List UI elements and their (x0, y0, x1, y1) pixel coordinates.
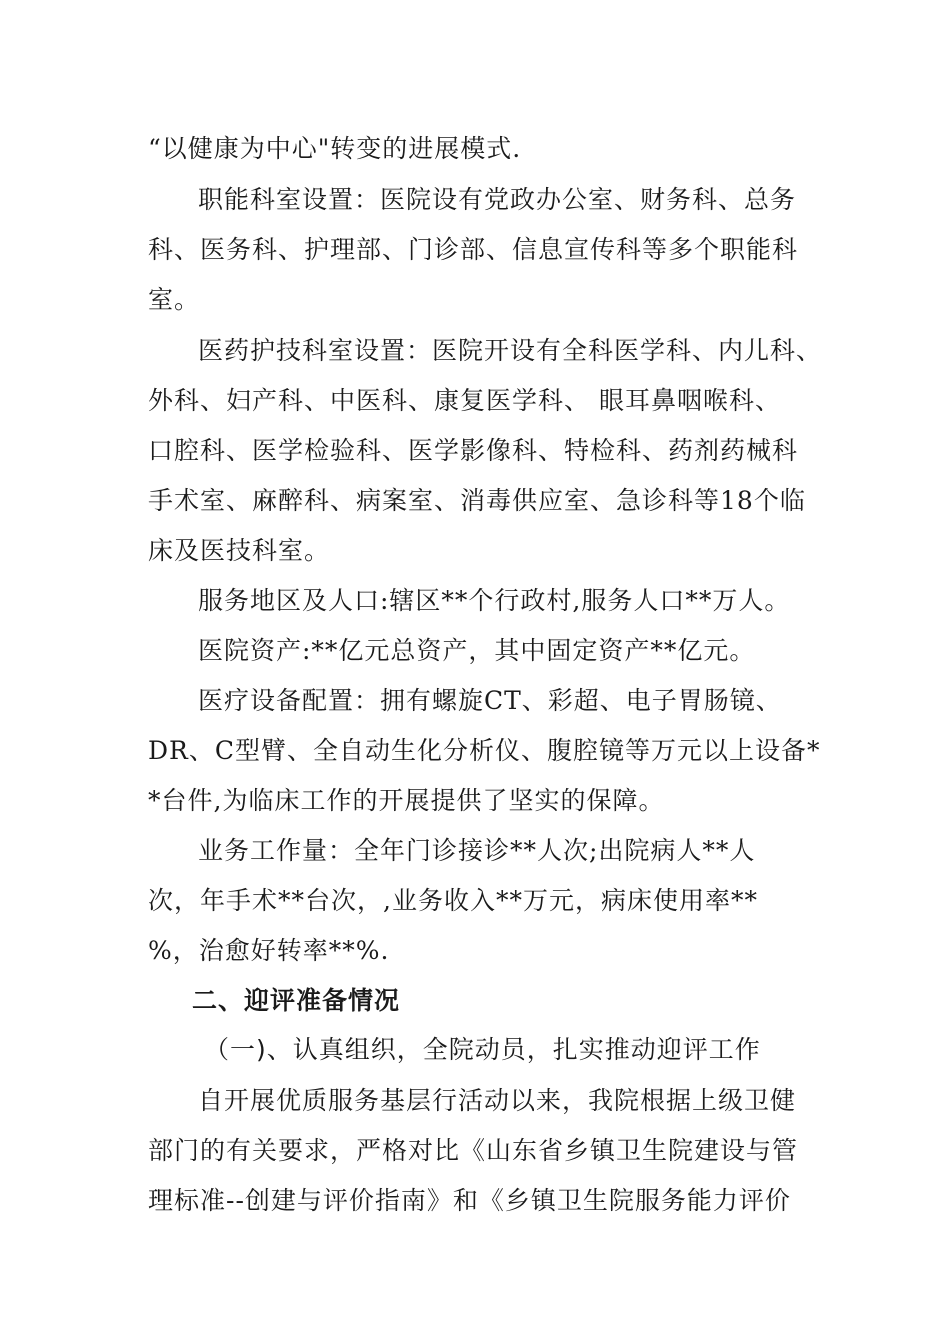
paragraph-line: *台件,为临床工作的开展提供了坚实的保障。 (148, 786, 665, 815)
paragraph-line: 自开展优质服务基层行活动以来，我院根据上级卫健 (198, 1086, 797, 1115)
paragraph-line: 床及医技科室。 (148, 536, 331, 565)
paragraph-line: 部门的有关要求，严格对比《山东省乡镇卫生院建设与管 (148, 1136, 799, 1165)
paragraph-line: 服务地区及人口:辖区**个行政村,服务人口**万人。 (198, 586, 791, 615)
subsection-heading: （一)、认真组织，全院动员，扎实推动迎评工作 (204, 1035, 761, 1064)
paragraph-line: DR、C型臂、全自动生化分析仪、腹腔镜等万元以上设备* (148, 736, 821, 765)
paragraph-line: 医疗设备配置：拥有螺旋CT、彩超、电子胃肠镜、 (198, 686, 782, 715)
paragraph-line: 职能科室设置：医院设有党政办公室、财务科、总务 (198, 185, 797, 214)
paragraph-line: 室。 (148, 285, 201, 314)
paragraph-line: 科、医务科、护理部、门诊部、信息宣传科等多个职能科 (148, 235, 799, 264)
paragraph-line: 医药护技科室设置：医院开设有全科医学科、内儿科、 (198, 336, 823, 365)
section-heading: 二、迎评准备情况 (192, 986, 401, 1015)
paragraph-line: 医院资产:**亿元总资产，其中固定资产**亿元。 (198, 636, 756, 665)
paragraph-line: “以健康为中心"转变的进展模式. (148, 134, 522, 163)
paragraph-line: 次，年手术**台次，,业务收入**万元，病床使用率** (148, 886, 758, 915)
paragraph-line: 业务工作量：全年门诊接诊**人次;出院病人**人 (198, 836, 756, 865)
paragraph-line: 外科、妇产科、中医科、康复医学科、 眼耳鼻咽喉科、 (148, 386, 781, 415)
paragraph-line: %，治愈好转率**%. (148, 936, 390, 965)
paragraph-line: 理标准--创建与评价指南》和《乡镇卫生院服务能力评价 (148, 1186, 791, 1215)
paragraph-line: 口腔科、医学检验科、医学影像科、特检科、药剂药械科 (148, 436, 799, 465)
paragraph-line: 手术室、麻醉科、病案室、消毒供应室、急诊科等18个临 (148, 486, 806, 515)
